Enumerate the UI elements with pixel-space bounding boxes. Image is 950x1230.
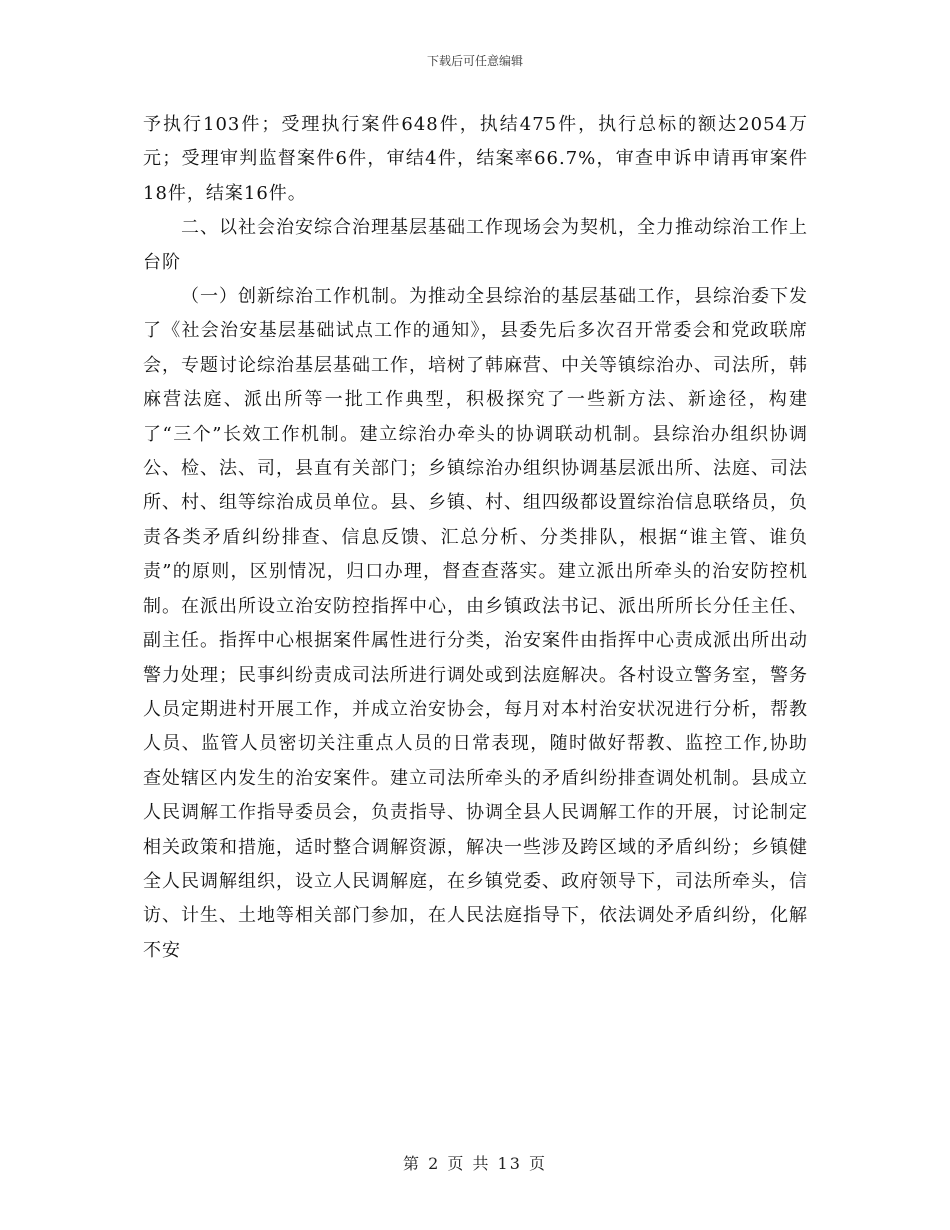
body-paragraph: 予执行103件；受理执行案件648件，执结475件，执行总标的额达2054万元；受理审判监督案件6件，审结4件，结案率66.7%，审查申诉申请再审案件18件，结案16件。: [143, 114, 808, 204]
section-heading: 二、以社会治安综合治理基层基础工作现场会为契机，全力推动综治工作上台阶: [143, 217, 808, 273]
page-number: 第 2 页 共 13 页: [403, 1154, 547, 1173]
page-header: 下载后可任意编辑: [426, 54, 523, 68]
body-paragraph: （一）创新综治工作机制。为推动全县综治的基层基础工作，县综治委下发了《社会治安基层基础试点工作的通知》，县委先后多次召开常委会和党政联席会，专题讨论综治基层基础工作，培树了韩麻营、中关等镇综治办、司法所，韩麻营法庭、派出所等一批工作典型，积极探究了一些新方法、新途径，构建了“三个”长效工作机制。建立综治办牵头的协调联动机制。县综治办组织协调公、检、法、司，县直有关部门；乡镇综治办组织协调基层派出所、法庭、司法所、村、组等综治成员单位。县、乡镇、村、组四级都设置综治信息联络员，负责各类矛盾纠纷排查、信息反馈、汇总分析、分类排队，根据“谁主管、谁负责”的原则，区别情况，归口办理，督查查落实。建立派出所牵头的治安防控机制。在派出所设立治安防控指挥中心，由乡镇政法书记、派出所所长分任主任、副主任。指挥中心根据案件属性进行分类，治安案件由指挥中心责成派出所出动警力处理；民事纠纷责成司法所进行调处或到法庭解决。各村设立警务室，警务人员定期进村开展工作，并成立治安协会，每月对本村治安状况进行分析，帮教人员、监管人员密切关注重点人员的日常表现，随时做好帮教、监控工作,协助查处辖区内发生的治安案件。建立司法所牵头的矛盾纠纷排查调处机制。县成立人民调解工作指导委员会，负责指导、协调全县人民调解工作的开展，讨论制定相关政策和措施，适时整合调解资源，解决一些涉及跨区域的矛盾纠纷；乡镇健全人民调解组织，设立人民调解庭，在乡镇党委、政府领导下，司法所牵头，信访、计生、土地等相关部门参加，在人民法庭指导下，依法调处矛盾纠纷，化解不安: [143, 286, 808, 961]
document-body: [143, 108, 808, 968]
